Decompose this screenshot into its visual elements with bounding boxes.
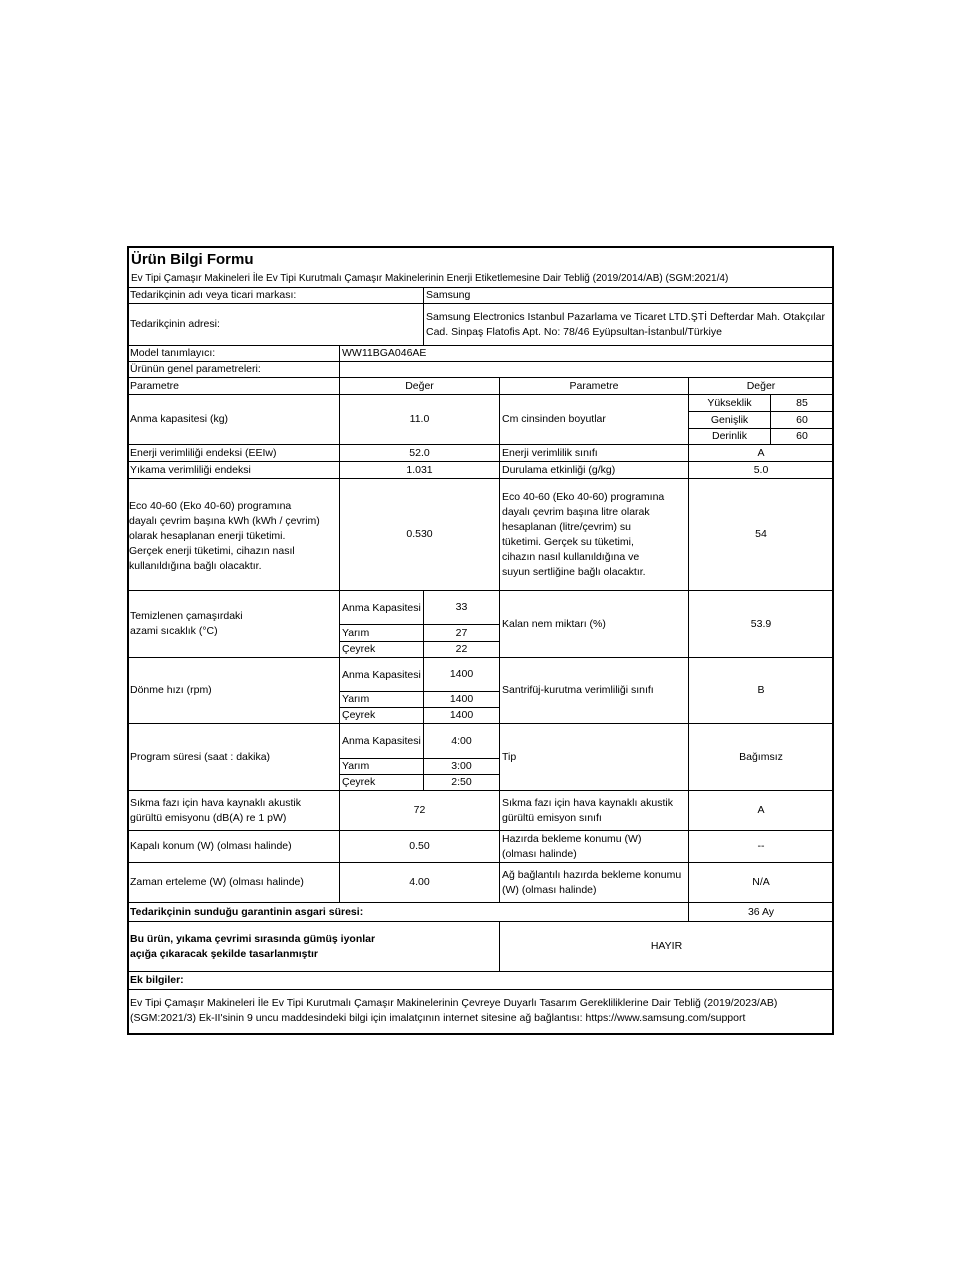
spin-quarter-label: Çeyrek: [339, 707, 424, 724]
noise-label: Sıkma fazı için hava kaynaklı akustik gürültü emisyonu (dB(A) re 1 pW): [127, 790, 340, 831]
energy-class-value: A: [688, 444, 834, 462]
off-mode-value: 0.50: [339, 830, 500, 863]
warranty-value: 36 Ay: [688, 902, 834, 922]
col-param-right: Parametre: [499, 377, 689, 395]
duration-quarter-label: Çeyrek: [339, 774, 424, 791]
energy-consumption-label: Eco 40-60 (Eko 40-60) programına dayalı çevrim başına kWh (kWh / çevrim) olarak hesaplanan enerji tüketimi. Gerçek enerji tüketimi, cihazın nasıl kullanıldığına bağlı olacaktır.: [129, 500, 320, 572]
max-temp-half-label: Yarım: [339, 624, 424, 642]
noise-class-label: Sıkma fazı için hava kaynaklı akustik gürültü emisyon sınıfı: [499, 790, 689, 831]
energy-consumption-value: 0.530: [339, 478, 500, 591]
energy-class-label: Enerji verimlilik sınıfı: [499, 444, 689, 462]
network-standby-value: N/A: [688, 862, 834, 903]
off-mode-label: Kapalı konum (W) (olması halinde): [127, 830, 340, 863]
depth-label: Derinlik: [688, 428, 771, 445]
max-temp-quarter-label: Çeyrek: [339, 641, 424, 658]
rinsing-value: 5.0: [688, 461, 834, 479]
washing-index-label: Yıkama verimliliği endeksi: [127, 461, 340, 479]
general-params-empty: [339, 361, 834, 378]
duration-rated-value: 4:00: [423, 723, 500, 759]
rated-capacity-value: 11.0: [339, 394, 500, 445]
product-information-sheet: [127, 246, 834, 1035]
max-temp-quarter-value: 22: [423, 641, 500, 658]
spin-quarter-value: 1400: [423, 707, 500, 724]
delay-label: Zaman erteleme (W) (olması halinde): [127, 862, 340, 903]
form-subtitle: Ev Tipi Çamaşır Makineleri İle Ev Tipi Kurutmalı Çamaşır Makinelerinin Enerji Etiketlemesine Dair Tebliğ (2019/2014/AB) (SGM:2021/4): [131, 273, 729, 284]
spin-rated-value: 1400: [423, 657, 500, 692]
height-label: Yükseklik: [688, 394, 771, 412]
dimensions-label: Cm cinsinden boyutlar: [499, 394, 689, 445]
max-temp-rated-value: 33: [423, 590, 500, 625]
delay-value: 4.00: [339, 862, 500, 903]
warranty-label: Tedarikçinin sunduğu garantinin asgari süresi:: [127, 902, 689, 922]
rated-capacity-label: Anma kapasitesi (kg): [127, 394, 340, 445]
eei-label: Enerji verimliliği endeksi (EEIw): [127, 444, 340, 462]
duration-quarter-value: 2:50: [423, 774, 500, 791]
supplier-name-value: Samsung: [423, 287, 834, 304]
moisture-label: Kalan nem miktarı (%): [499, 590, 689, 658]
extra-info-label: Ek bilgiler:: [127, 971, 834, 990]
spin-half-value: 1400: [423, 691, 500, 708]
duration-half-value: 3:00: [423, 758, 500, 775]
water-consumption-value: 54: [688, 478, 834, 591]
width-value: 60: [770, 411, 834, 429]
washing-index-value: 1.031: [339, 461, 500, 479]
form-title: Ürün Bilgi Formu: [131, 250, 254, 268]
network-standby-label: Ağ bağlantılı hazırda bekleme konumu (W) (olması halinde): [499, 862, 689, 903]
col-value-left: Değer: [339, 377, 500, 395]
max-temp-half-value: 27: [423, 624, 500, 642]
duration-label: Program süresi (saat : dakika): [127, 723, 340, 791]
silver-ions-value: HAYIR: [499, 921, 834, 972]
col-param-left: Parametre: [127, 377, 340, 395]
spin-class-label: Santrifüj-kurutma verimliliği sınıfı: [499, 657, 689, 724]
noise-value: 72: [339, 790, 500, 831]
general-params-label: Ürünün genel parametreleri:: [127, 361, 340, 378]
standby-label: Hazırda bekleme konumu (W) (olması halinde): [499, 830, 689, 863]
supplier-name-label: Tedarikçinin adı veya ticari markası:: [127, 287, 424, 304]
spin-rated-label: Anma Kapasitesi: [339, 657, 424, 692]
height-value: 85: [770, 394, 834, 412]
spin-speed-label: Dönme hızı (rpm): [127, 657, 340, 724]
extra-info-text: Ev Tipi Çamaşır Makineleri İle Ev Tipi Kurutmalı Çamaşır Makinelerinin Çevreye Duyarlı Tasarım Gerekliliklerine Dair Tebliğ (2019/2023/AB) (SGM:2021/3) Ek-II'sinin 9 uncu maddesindeki bilgi için imalatçının internet sitesine ağ bağlantısı: https://www.samsung.com/support: [127, 989, 834, 1035]
rinsing-label: Durulama etkinliği (g/kg): [499, 461, 689, 479]
supplier-address-value: Samsung Electronics Istanbul Pazarlama ve Ticaret LTD.ŞTİ Defterdar Mah. Otakçılar Cad. Sinpaş Flatofis Apt. No: 78/46 Eyüpsultan-İstanbul/Türkiye: [423, 303, 834, 346]
model-value: WW11BGA046AE: [339, 345, 834, 362]
max-temp-rated-label: Anma Kapasitesi: [339, 590, 424, 625]
col-value-right: Değer: [688, 377, 834, 395]
water-consumption-label: Eco 40-60 (Eko 40-60) programına dayalı çevrim başına litre olarak hesaplanan (litre/çevrim) su tüketimi. Gerçek su tüketimi, cihazın nasıl kullanıldığına ve suyun sertliğine bağlı olacaktır.: [499, 478, 689, 591]
model-label: Model tanımlayıcı:: [127, 345, 340, 362]
duration-half-label: Yarım: [339, 758, 424, 775]
noise-class-value: A: [688, 790, 834, 831]
supplier-address-label: Tedarikçinin adresi:: [127, 303, 424, 346]
width-label: Genişlik: [688, 411, 771, 429]
max-temp-label: Temizlenen çamaşırdaki azami sıcaklık (°C): [127, 590, 340, 658]
spin-class-value: B: [688, 657, 834, 724]
eei-value: 52.0: [339, 444, 500, 462]
type-value: Bağımsız: [688, 723, 834, 791]
spin-half-label: Yarım: [339, 691, 424, 708]
standby-value: --: [688, 830, 834, 863]
type-label: Tip: [499, 723, 689, 791]
silver-ions-label: Bu ürün, yıkama çevrimi sırasında gümüş iyonlar açığa çıkaracak şekilde tasarlanmıştır: [127, 921, 500, 972]
moisture-value: 53.9: [688, 590, 834, 658]
duration-rated-label: Anma Kapasitesi: [339, 723, 424, 759]
depth-value: 60: [770, 428, 834, 445]
energy-consumption-cell: [127, 478, 340, 591]
